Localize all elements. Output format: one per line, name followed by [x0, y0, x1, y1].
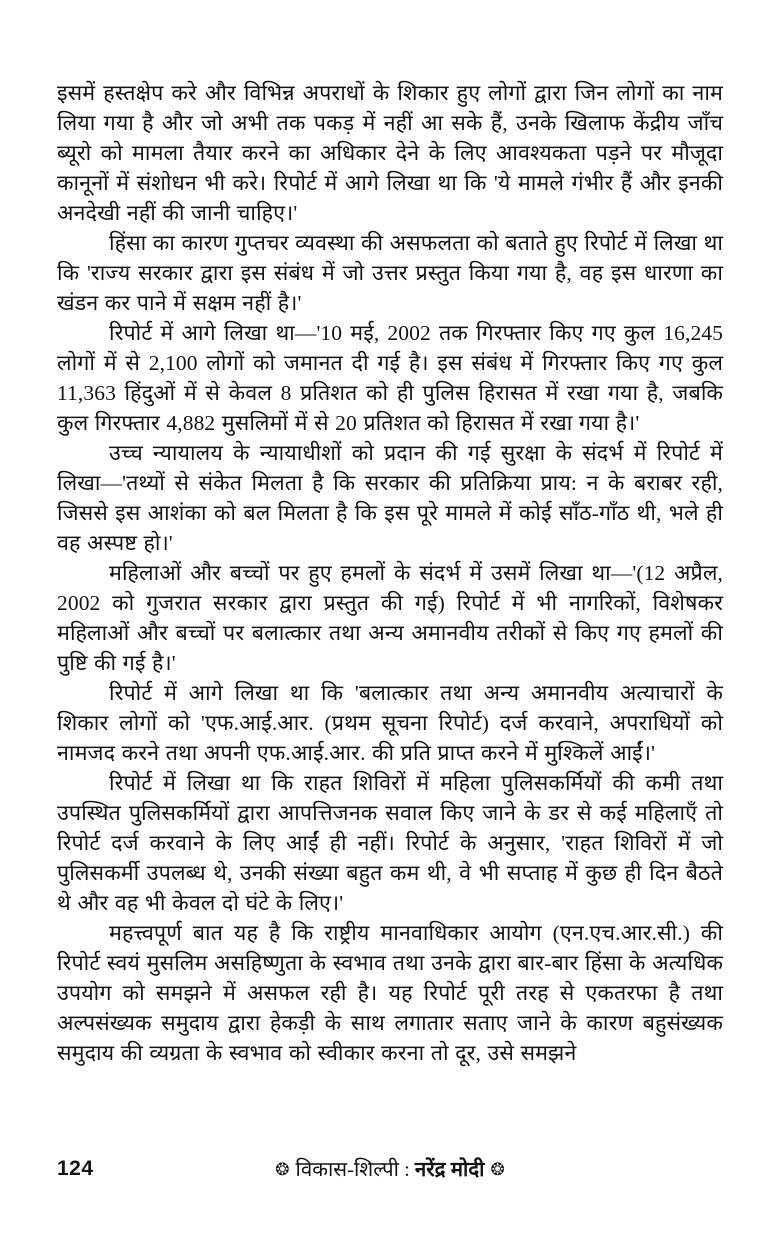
paragraph: हिंसा का कारण गुप्तचर व्यवस्था की असफलता को बताते हुए रिपोर्ट में लिखा था कि 'राज्य सरकार द्वारा इस संबंध में जो उत्तर प्रस्तुत किया गया है, वह इस धारणा का खंडन कर पाने में सक्षम नहीं है।': [57, 231, 723, 315]
paragraph: महिलाओं और बच्चों पर हुए हमलों के संदर्भ में उसमें लिखा था—'(12 अप्रैल, 2002 को गुजरात सरकार द्वारा प्रस्तुत की गई) रिपोर्ट में भी नागरिकों, विशेषकर महिलाओं और बच्चों पर बलात्कार तथा अन्य अमानवीय तरीकों से किए गए हमलों की पुष्टि की गई है।': [57, 561, 723, 675]
flower-ornament-icon: ❂: [275, 1160, 290, 1179]
paragraph: महत्त्वपूर्ण बात यह है कि राष्ट्रीय मानवाधिकार आयोग (एन.एच.आर.सी.) की रिपोर्ट स्वयं मुसलिम असहिष्णुता के स्वभाव तथा उनके द्वारा बार-बार हिंसा के अत्यधिक उपयोग को समझने में असफल रही है। यह रिपोर्ट पूरी तरह से एकतरफा है तथा अल्पसंख्यक समुदाय द्वारा हेकड़ी के साथ लगातार सताए जाने के कारण बहुसंख्यक समुदाय की व्यग्रता के स्वभाव को स्वीकार करना तो दूर, उसे समझने: [57, 921, 723, 1065]
paragraph: रिपोर्ट में आगे लिखा था—'10 मई, 2002 तक गिरफ्तार किए गए कुल 16,245 लोगों में से 2,100 लोगों को जमानत दी गई है। इस संबंध में गिरफ्तार किए गए कुल 11,363 हिंदुओं में से केवल 8 प्रतिशत को ही पुलिस हिरासत में रखा गया है, जबकि कुल गिरफ्तार 4,882 मुसलिमों में से 20 प्रतिशत को हिरासत में रखा गया है।': [57, 321, 723, 435]
paragraph: रिपोर्ट में आगे लिखा था कि 'बलात्कार तथा अन्य अमानवीय अत्याचारों के शिकार लोगों को 'एफ.आई.आर. (प्रथम सूचना रिपोर्ट) दर्ज करवाने, अपराधियों को नामजद करने तथा अपनी एफ.आई.आर. की प्रति प्राप्त करने में मुश्किलें आईं।': [57, 681, 723, 765]
footer-book-title: [57, 1155, 723, 1186]
paragraph: उच्च न्यायालय के न्यायाधीशों को प्रदान की गई सुरक्षा के संदर्भ में रिपोर्ट में लिखा—'तथ्यों से संकेत मिलता है कि सरकार की प्रतिक्रिया प्राय: न के बराबर रही, जिससे इस आशंका को बल मिलता है कि इस पूरे मामले में कोई साँठ-गाँठ थी, भले ही वह अस्पष्ट हो।': [57, 441, 723, 555]
footer-title-text: विकास-शिल्पी :: [295, 1159, 415, 1181]
paragraph: इसमें हस्तक्षेप करे और विभिन्न अपराधों के शिकार हुए लोगों द्वारा जिन लोगों का नाम लिया गया है और जो अभी तक पकड़ में नहीं आ सके हैं, उनके खिलाफ केंद्रीय जाँच ब्यूरो को मामला तैयार करने का अधिकार देने के लिए आवश्यकता पड़ने पर मौजूदा कानूनों में संशोधन भी करे। रिपोर्ट में आगे लिखा था कि 'ये मामले गंभीर हैं और इनकी अनदेखी नहीं की जानी चाहिए।': [57, 81, 723, 225]
footer-title-bold: नरेंद्र मोदी: [414, 1159, 485, 1181]
paragraph: रिपोर्ट में लिखा था कि राहत शिविरों में महिला पुलिसकर्मियों की कमी तथा उपस्थित पुलिसकर्मियों द्वारा आपत्तिजनक सवाल किए जाने के डर से कई महिलाएँ तो रिपोर्ट दर्ज करवाने के लिए आईं ही नहीं। रिपोर्ट के अनुसार, 'राहत शिविरों में जो पुलिसकर्मी उपलब्ध थे, उनकी संख्या बहुत कम थी, वे भी सप्ताह में कुछ ही दिन बैठते थे और वह भी केवल दो घंटे के लिए।': [57, 771, 723, 915]
page-footer: [57, 1155, 723, 1187]
page-number: 124: [57, 1157, 94, 1180]
flower-ornament-icon: ❂: [490, 1160, 505, 1179]
text-block: [57, 78, 723, 1068]
